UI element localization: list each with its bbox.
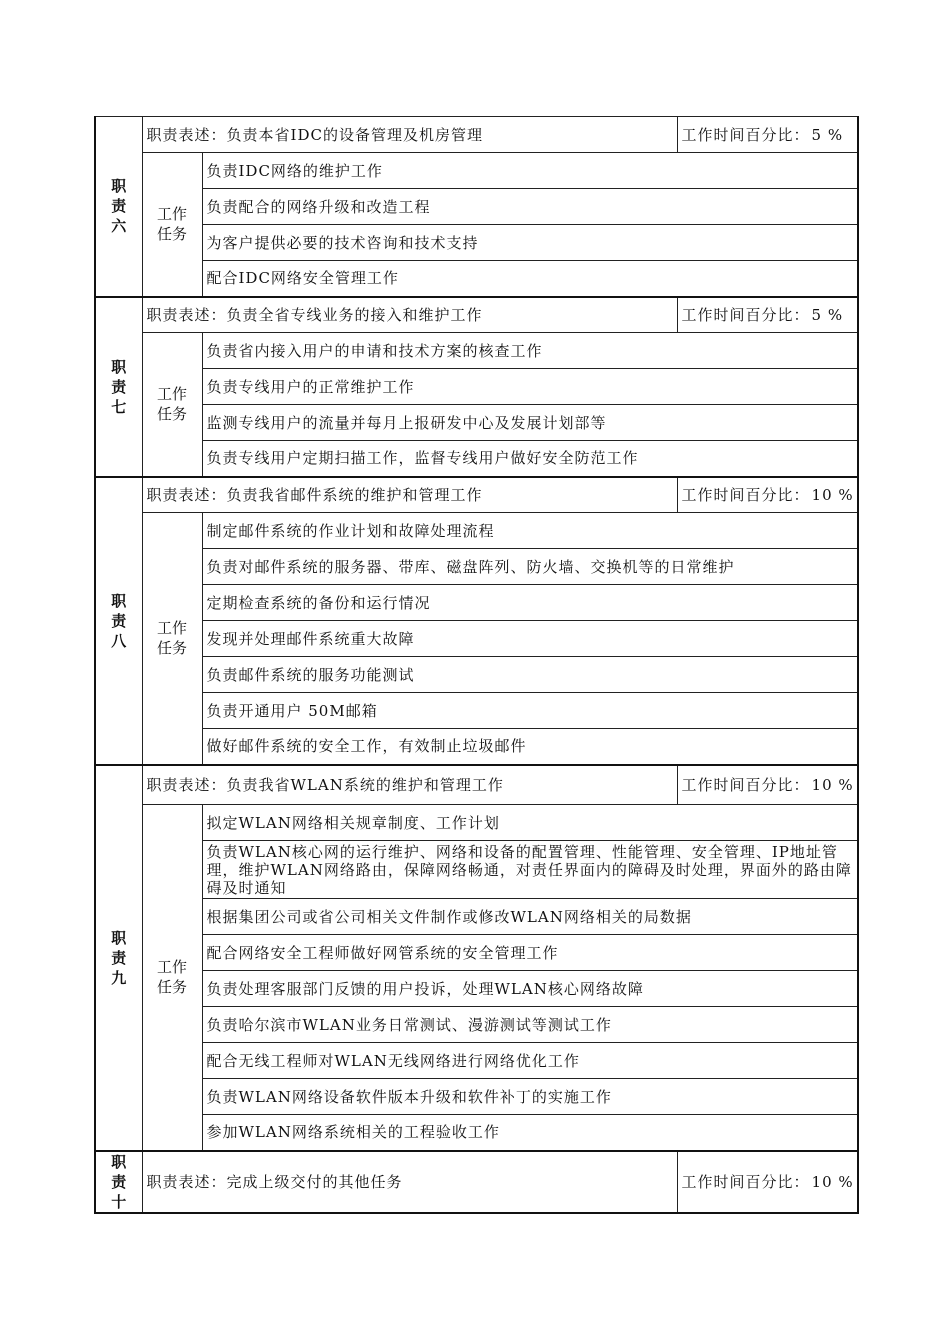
duty-description-label: 职责表述： — [146, 485, 227, 504]
task-label — [142, 513, 202, 765]
duty-description-label: 职责表述： — [146, 305, 227, 324]
duty-label-char: 职 — [111, 357, 127, 376]
task-item: 负责专线用户定期扫描工作，监督专线用户做好安全防范工作 — [202, 441, 858, 477]
duty-label-char: 职 — [111, 177, 127, 196]
task-item: 负责WLAN网络设备软件版本升级和软件补丁的实施工作 — [202, 1079, 858, 1115]
duty-label — [95, 765, 142, 1151]
duty-row — [95, 765, 858, 805]
task-row — [95, 1115, 858, 1151]
task-item: 拟定WLAN网络相关规章制度、工作计划 — [202, 805, 858, 841]
duty-description-label: 职责表述： — [146, 775, 227, 794]
task-item: 负责省内接入用户的申请和技术方案的核查工作 — [202, 333, 858, 369]
task-item: 负责开通用户 50M邮箱 — [202, 693, 858, 729]
task-item: 制定邮件系统的作业计划和故障处理流程 — [202, 513, 858, 549]
task-item: 为客户提供必要的技术咨询和技术支持 — [202, 225, 858, 261]
task-row — [95, 693, 858, 729]
task-item: 负责专线用户的正常维护工作 — [202, 369, 858, 405]
duty-row — [95, 477, 858, 513]
duties-table — [94, 116, 859, 1214]
task-row — [95, 1007, 858, 1043]
duty-label-char: 六 — [111, 217, 127, 236]
duty-description — [142, 477, 677, 513]
duties-body — [95, 117, 858, 1213]
task-item: 根据集团公司或省公司相关文件制作或修改WLAN网络相关的局数据 — [202, 899, 858, 935]
task-label-line: 工作 — [156, 958, 187, 977]
duty-label-char: 七 — [111, 397, 127, 416]
duty-label — [95, 117, 142, 297]
duty-description — [142, 117, 677, 153]
task-item: 定期检查系统的备份和运行情况 — [202, 585, 858, 621]
task-item: 负责邮件系统的服务功能测试 — [202, 657, 858, 693]
task-row — [95, 585, 858, 621]
task-row — [95, 333, 858, 369]
task-label — [142, 153, 202, 297]
task-item: 负责哈尔滨市WLAN业务日常测试、漫游测试等测试工作 — [202, 1007, 858, 1043]
work-time-percent-value: 10 % — [811, 775, 854, 794]
duty-label-char: 八 — [111, 631, 127, 650]
task-row — [95, 441, 858, 477]
task-row — [95, 405, 858, 441]
task-item: 配合无线工程师对WLAN无线网络进行网络优化工作 — [202, 1043, 858, 1079]
task-row — [95, 369, 858, 405]
task-label-line: 工作 — [156, 385, 187, 404]
work-time-percent — [677, 1151, 858, 1213]
duty-label-char: 责 — [111, 611, 127, 630]
work-time-percent-value: 5 % — [811, 125, 844, 144]
duty-description-text: 负责我省WLAN系统的维护和管理工作 — [226, 775, 504, 794]
work-time-percent-label: 工作时间百分比： — [681, 485, 810, 504]
task-row — [95, 225, 858, 261]
task-row — [95, 657, 858, 693]
task-label-line: 任务 — [156, 405, 187, 424]
task-row — [95, 729, 858, 765]
task-item: 发现并处理邮件系统重大故障 — [202, 621, 858, 657]
work-time-percent-label: 工作时间百分比： — [681, 775, 810, 794]
task-row — [95, 261, 858, 297]
task-item: 负责WLAN核心网的运行维护、网络和设备的配置管理、性能管理、安全管理、IP地址管理，维护WLAN网络路由，保障网络畅通，对责任界面内的障碍及时处理，界面外的路由障碍及时通知 — [202, 841, 858, 899]
duty-description-text: 负责全省专线业务的接入和维护工作 — [226, 305, 483, 324]
task-row — [95, 1079, 858, 1115]
task-row — [95, 1043, 858, 1079]
task-row — [95, 513, 858, 549]
duty-label — [95, 477, 142, 765]
duty-label-char: 职 — [111, 1152, 127, 1171]
duty-label-char: 责 — [111, 1172, 127, 1191]
task-item: 参加WLAN网络系统相关的工程验收工作 — [202, 1115, 858, 1151]
task-row — [95, 935, 858, 971]
duty-label-char: 责 — [111, 948, 127, 967]
work-time-percent-label: 工作时间百分比： — [681, 305, 810, 324]
duty-description-text: 负责本省IDC的设备管理及机房管理 — [226, 125, 483, 144]
task-label — [142, 333, 202, 477]
duty-description-text: 负责我省邮件系统的维护和管理工作 — [226, 485, 483, 504]
duty-label — [95, 1151, 142, 1213]
duty-row — [95, 297, 858, 333]
work-time-percent-value: 10 % — [811, 485, 854, 504]
task-item: 负责配合的网络升级和改造工程 — [202, 189, 858, 225]
work-time-percent-value: 5 % — [811, 305, 844, 324]
task-item: 负责处理客服部门反馈的用户投诉，处理WLAN核心网络故障 — [202, 971, 858, 1007]
duty-description-label: 职责表述： — [146, 125, 227, 144]
task-label-line: 工作 — [156, 619, 187, 638]
task-item: 做好邮件系统的安全工作，有效制止垃圾邮件 — [202, 729, 858, 765]
work-time-percent-value: 10 % — [811, 1172, 854, 1191]
duty-label-char: 十 — [111, 1192, 127, 1211]
duty-label-char: 职 — [111, 591, 127, 610]
work-time-percent-label: 工作时间百分比： — [681, 125, 810, 144]
duty-label-char: 职 — [111, 928, 127, 947]
work-time-percent-label: 工作时间百分比： — [681, 1172, 810, 1191]
duty-label — [95, 297, 142, 477]
duty-description — [142, 765, 677, 805]
task-row — [95, 971, 858, 1007]
work-time-percent — [677, 297, 858, 333]
task-label-line: 任务 — [156, 978, 187, 997]
task-row — [95, 189, 858, 225]
work-time-percent — [677, 117, 858, 153]
duty-description-text: 完成上级交付的其他任务 — [226, 1172, 403, 1191]
work-time-percent — [677, 477, 858, 513]
duty-row — [95, 117, 858, 153]
task-item: 配合IDC网络安全管理工作 — [202, 261, 858, 297]
task-row — [95, 153, 858, 189]
duty-label-char: 九 — [111, 968, 127, 987]
task-item: 负责IDC网络的维护工作 — [202, 153, 858, 189]
duty-description-label: 职责表述： — [146, 1172, 227, 1191]
task-row — [95, 549, 858, 585]
task-item: 负责对邮件系统的服务器、带库、磁盘阵列、防火墙、交换机等的日常维护 — [202, 549, 858, 585]
duty-description — [142, 297, 677, 333]
task-item: 配合网络安全工程师做好网管系统的安全管理工作 — [202, 935, 858, 971]
task-row — [95, 899, 858, 935]
duty-label-char: 责 — [111, 377, 127, 396]
duty-label-char: 责 — [111, 197, 127, 216]
task-label — [142, 805, 202, 1151]
task-row — [95, 621, 858, 657]
work-time-percent — [677, 765, 858, 805]
task-row — [95, 805, 858, 841]
task-row — [95, 841, 858, 899]
task-item: 监测专线用户的流量并每月上报研发中心及发展计划部等 — [202, 405, 858, 441]
duty-row — [95, 1151, 858, 1213]
task-label-line: 任务 — [156, 225, 187, 244]
duty-description — [142, 1151, 677, 1213]
task-label-line: 任务 — [156, 639, 187, 658]
task-label-line: 工作 — [156, 205, 187, 224]
